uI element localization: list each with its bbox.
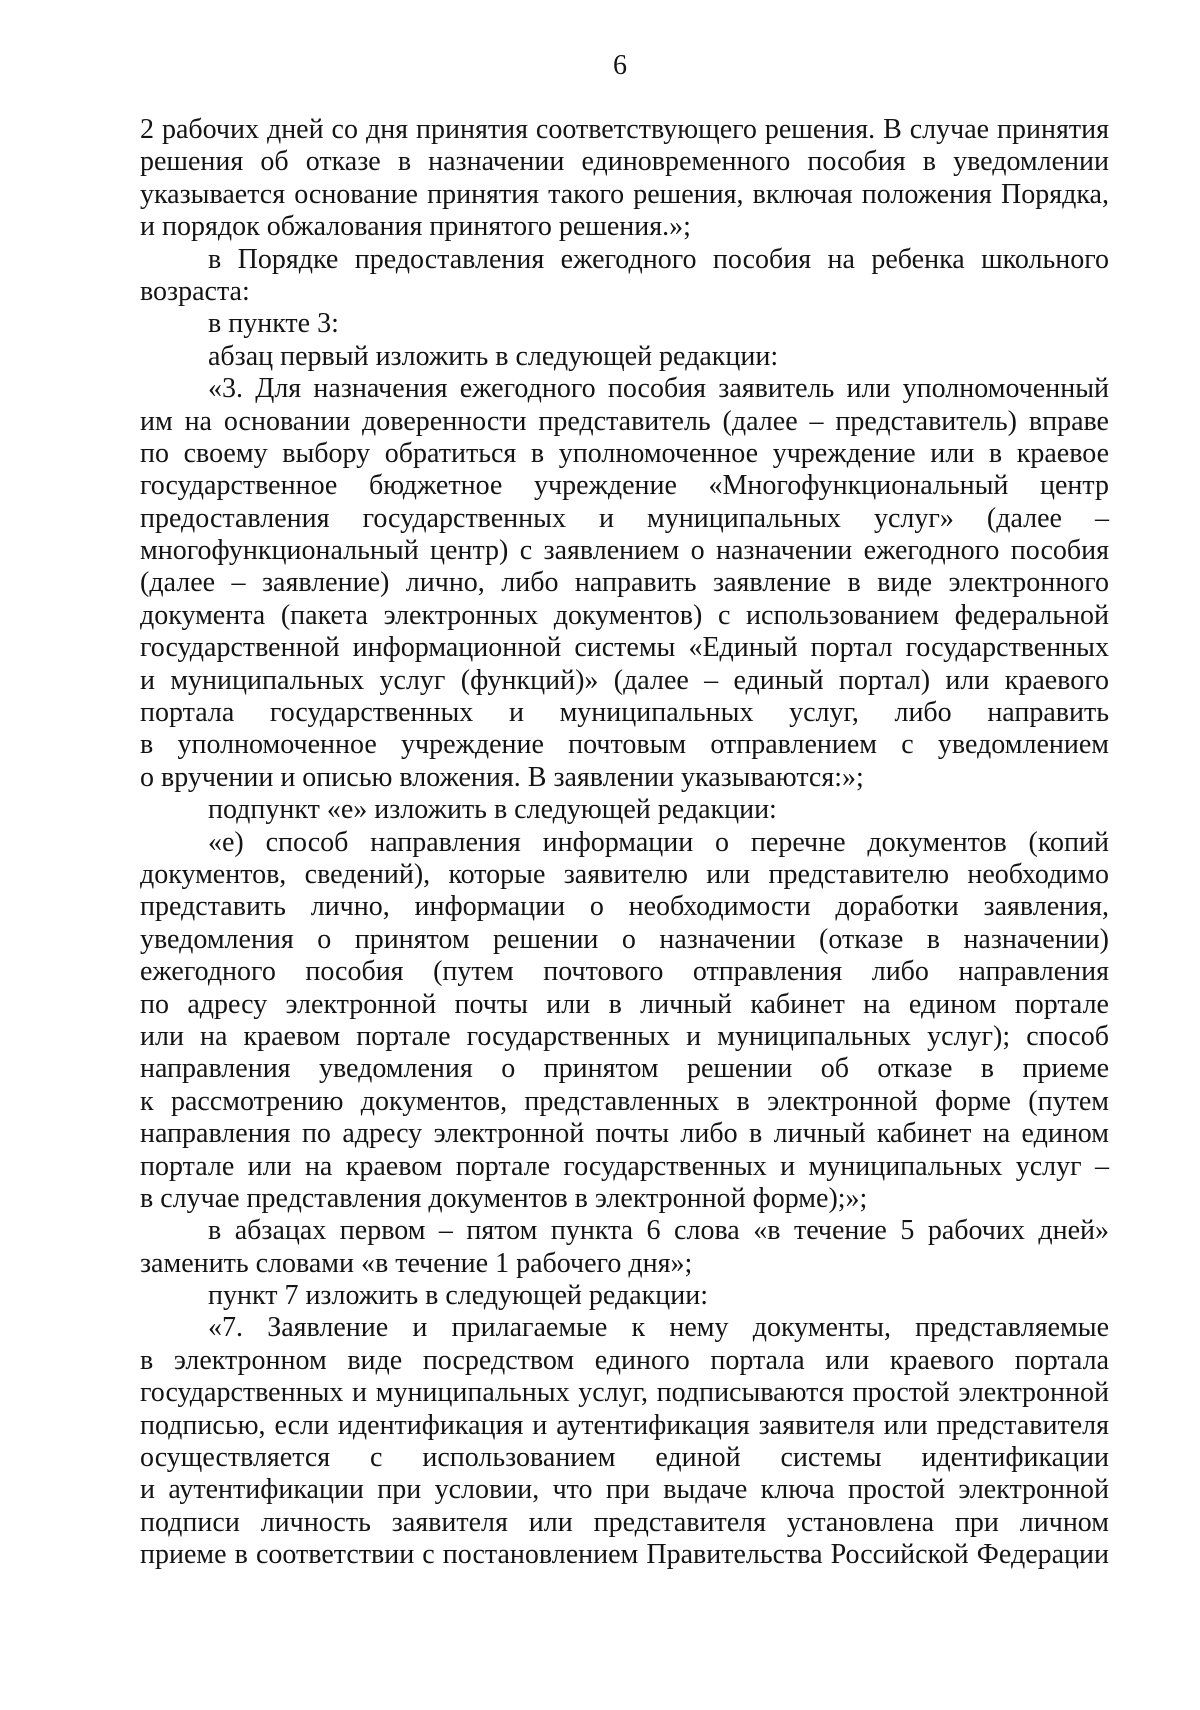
text-line: ежегодного пособия (путем почтового отправления либо направления — [140, 956, 1109, 988]
text-line: уведомления о принятом решении о назначении (отказе в назначении) — [140, 923, 1109, 955]
text-line: и порядок обжалования принятого решения.»; — [140, 211, 691, 243]
text-line: и муниципальных услуг (функций)» (далее – единый портал) или краевого — [140, 664, 1109, 696]
text-line: государственной информационной системы «Единый портал государственных — [140, 632, 1109, 664]
text-line: заменить словами «в течение 1 рабочего дня»; — [140, 1247, 693, 1279]
text-line: направления уведомления о принятом решении об отказе в приеме — [140, 1053, 1109, 1085]
text-line: по адресу электронной почты или в личный кабинет на едином портале — [140, 988, 1109, 1020]
text-line: портала государственных и муниципальных услуг, либо направить — [140, 697, 1109, 729]
text-line: по своему выбору обратиться в уполномоченное учреждение или в краевое — [140, 437, 1109, 469]
text-line: в Порядке предоставления ежегодного пособия на ребенка школьного — [208, 243, 1109, 275]
text-line: направления по адресу электронной почты либо в личный кабинет на едином — [140, 1118, 1109, 1150]
text-line: указывается основание принятия такого решения, включая положения Порядка, — [140, 178, 1109, 210]
text-line: в уполномоченное учреждение почтовым отправлением с уведомлением — [140, 729, 1109, 761]
text-line: многофункциональный центр) с заявлением о назначении ежегодного пособия — [140, 535, 1109, 567]
text-line: представить лично, информации о необходимости доработки заявления, — [140, 891, 1109, 923]
text-line: «7. Заявление и прилагаемые к нему документы, представляемые — [208, 1312, 1109, 1344]
text-line: возраста: — [140, 275, 250, 307]
page-number: 6 — [613, 50, 627, 81]
text-line: о вручении и описью вложения. В заявлении указываются:»; — [140, 761, 864, 793]
text-line: подписи личность заявителя или представителя установлена при личном — [140, 1506, 1109, 1538]
text-line: «3. Для назначения ежегодного пособия заявитель или уполномоченный — [208, 373, 1109, 405]
text-line: 2 рабочих дней со дня принятия соответствующего решения. В случае принятия — [140, 114, 1109, 145]
text-line: в абзацах первом – пятом пункта 6 слова «в течение 5 рабочих дней» — [208, 1215, 1109, 1247]
text-line: государственное бюджетное учреждение «Многофункциональный центр — [140, 470, 1109, 502]
text-line: государственных и муниципальных услуг, подписываются простой электронной — [140, 1377, 1109, 1409]
text-line: подпункт «е» изложить в следующей редакции: — [208, 794, 777, 826]
text-line: пункт 7 изложить в следующей редакции: — [208, 1280, 708, 1312]
text-line: предоставления государственных и муниципальных услуг» (далее – — [140, 502, 1109, 534]
text-line: (далее – заявление) лично, либо направить заявление в виде электронного — [140, 567, 1109, 599]
text-line: абзац первый изложить в следующей редакции: — [208, 340, 779, 372]
text-line: в электронном виде посредством единого портала или краевого портала — [140, 1344, 1109, 1376]
text-line: документа (пакета электронных документов) с использованием федеральной — [140, 599, 1109, 631]
text-line: портале или на краевом портале государственных и муниципальных услуг – — [140, 1150, 1109, 1182]
text-line: в пункте 3: — [208, 308, 339, 340]
text-line: «е) способ направления информации о перечне документов (копий — [208, 826, 1109, 858]
document-body — [140, 114, 1109, 1572]
text-line: им на основании доверенности представитель (далее – представитель) вправе — [140, 405, 1109, 437]
text-line: или на краевом портале государственных и муниципальных услуг); способ — [140, 1020, 1109, 1052]
text-line: осуществляется с использованием единой системы идентификации — [140, 1442, 1109, 1474]
text-line: к рассмотрению документов, представленных в электронной форме (путем — [140, 1085, 1109, 1117]
text-line: решения об отказе в назначении единовременного пособия в уведомлении — [140, 146, 1109, 178]
text-line: в случае представления документов в электронной форме);»; — [140, 1182, 868, 1214]
text-line: и аутентификации при условии, что при выдаче ключа простой электронной — [140, 1474, 1109, 1506]
text-line: приеме в соответствии с постановлением Правительства Российской Федерации — [140, 1539, 1109, 1571]
text-line: подписью, если идентификация и аутентификация заявителя или представителя — [140, 1409, 1109, 1441]
text-line: документов, сведений), которые заявителю или представителю необходимо — [140, 858, 1109, 890]
